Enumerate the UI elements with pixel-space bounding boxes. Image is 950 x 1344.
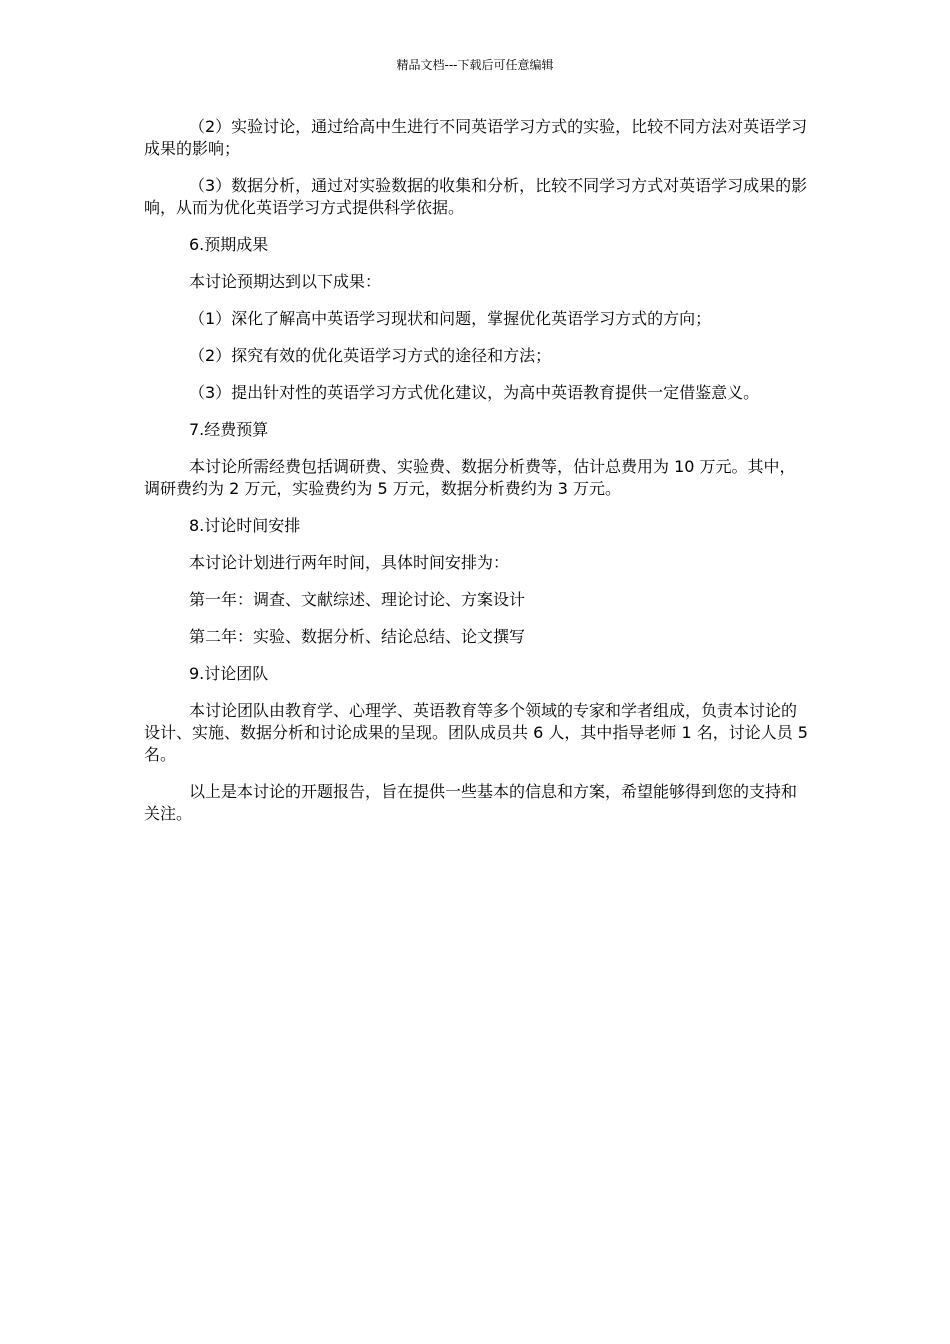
paragraph-schedule-intro: 本讨论计划进行两年时间，具体时间安排为： <box>189 553 510 572</box>
page-header: 精品文档---下载后可任意编辑 <box>396 58 554 72</box>
paragraph-data-analysis: （3）数据分析，通过对实验数据的收集和分析，比较不同学习方式对英语学习成果的影响，从而为优化英语学习方式提供科学依据。 <box>144 176 808 217</box>
section-heading-team: 9.讨论团队 <box>189 664 269 683</box>
paragraph-schedule-year-1: 第一年：调查、文献综述、理论讨论、方案设计 <box>189 590 526 609</box>
paragraph-closing: 以上是本讨论的开题报告，旨在提供一些基本的信息和方案，希望能够得到您的支持和关注。 <box>144 782 798 823</box>
paragraph-expected-item-2: （2）探究有效的优化英语学习方式的途径和方法； <box>189 346 552 365</box>
document-body <box>144 116 808 840</box>
section-heading-expected-results: 6.预期成果 <box>189 235 269 254</box>
paragraph-team: 本讨论团队由教育学、心理学、英语教育等多个领域的专家和学者组成，负责本讨论的设计、实施、数据分析和讨论成果的呈现。团队成员共 6 人，其中指导老师 1 名，讨论人员 5 名。 <box>144 701 808 764</box>
paragraph-expected-intro: 本讨论预期达到以下成果： <box>189 272 382 291</box>
paragraph-budget: 本讨论所需经费包括调研费、实验费、数据分析费等，估计总费用为 10 万元。其中，调研费约为 2 万元，实验费约为 5 万元，数据分析费约为 3 万元。 <box>144 457 796 498</box>
paragraph-expected-item-1: （1）深化了解高中英语学习现状和问题，掌握优化英语学习方式的方向； <box>189 309 712 328</box>
paragraph-experiment-discussion: （2）实验讨论，通过给高中生进行不同英语学习方式的实验，比较不同方法对英语学习成果的影响； <box>144 117 808 158</box>
paragraph-schedule-year-2: 第二年：实验、数据分析、结论总结、论文撰写 <box>189 627 526 646</box>
paragraph-expected-item-3: （3）提出针对性的英语学习方式优化建议，为高中英语教育提供一定借鉴意义。 <box>189 383 760 402</box>
section-heading-budget: 7.经费预算 <box>189 420 269 439</box>
section-heading-schedule: 8.讨论时间安排 <box>189 516 301 535</box>
